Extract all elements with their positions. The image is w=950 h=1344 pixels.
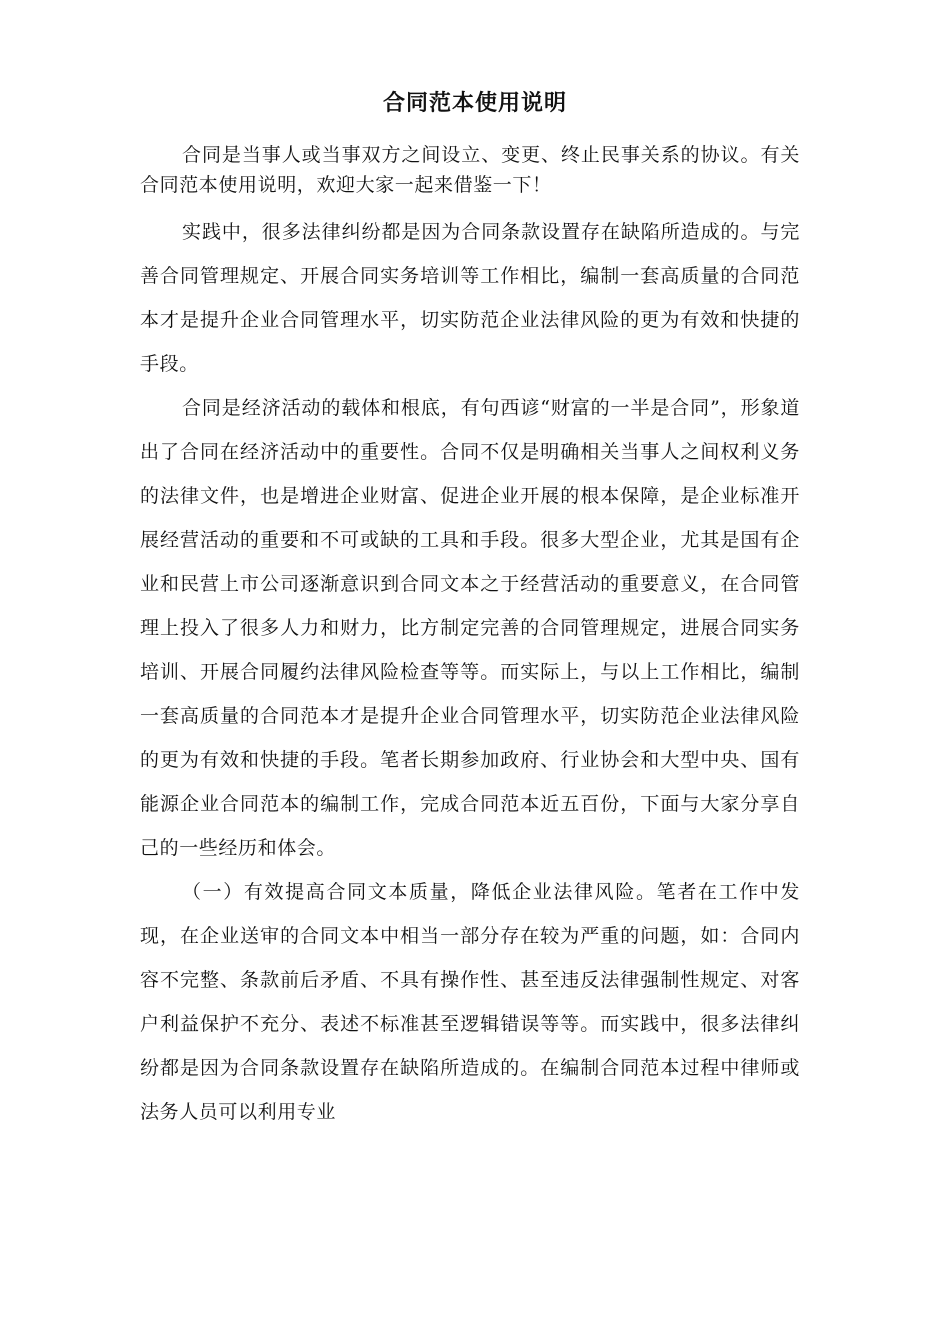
document-title: 合同范本使用说明 — [382, 91, 567, 116]
paragraph-section-one: （一）有效提高合同文本质量，降低企业法律风险。笔者在工作中发现，在企业送审的合同文本中相当一部分存在较为严重的问题，如：合同内容不完整、条款前后矛盾、不具有操作性、甚至违反法律强制性规定、对客户利益保护不充分、表述不标准甚至逻辑错误等等。而实践中，很多法律纠纷都是因为合同条款设置存在缺陷所造成的。在编制合同范本过程中律师或法务人员可以利用专业 — [140, 881, 800, 1123]
paragraph-intro: 合同是当事人或当事双方之间设立、变更、终止民事关系的协议。有关合同范本使用说明，欢迎大家一起来借鉴一下！ — [140, 144, 800, 196]
paragraph-practice: 实践中，很多法律纠纷都是因为合同条款设置存在缺陷所造成的。与完善合同管理规定、开展合同实务培训等工作相比，编制一套高质量的合同范本才是提升企业合同管理水平，切实防范企业法律风险的更为有效和快捷的手段。 — [140, 221, 800, 375]
document-body — [140, 140, 800, 1134]
paragraph-contract-importance: 合同是经济活动的载体和根底，有句西谚“财富的一半是合同”，形象道出了合同在经济活动中的重要性。合同不仅是明确相关当事人之间权利义务的法律文件，也是增进企业财富、促进企业开展的根本保障，是企业标准开展经营活动的重要和不可或缺的工具和手段。很多大型企业，尤其是国有企业和民营上市公司逐渐意识到合同文本之于经营活动的重要意义，在合同管理上投入了很多人力和财力，比方制定完善的合同管理规定，进展合同实务培训、开展合同履约法律风险检查等等。而实际上，与以上工作相比，编制一套高质量的合同范本才是提升企业合同管理水平，切实防范企业法律风险的更为有效和快捷的手段。笔者长期参加政府、行业协会和大型中央、国有能源企业合同范本的编制工作，完成合同范本近五百份，下面与大家分享自己的一些经历和体会。 — [140, 397, 800, 859]
